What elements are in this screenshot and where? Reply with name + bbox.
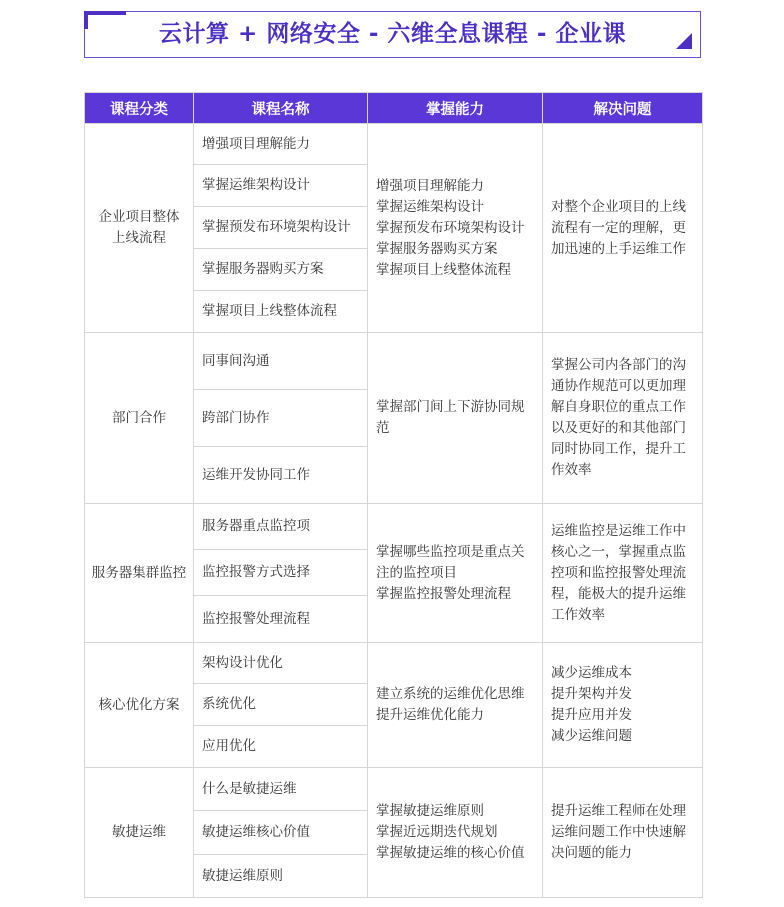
solve-line: 减少运维成本 [551, 665, 632, 681]
header-course-name: 课程名称 [194, 93, 368, 124]
category-cell: 服务器集群监控 [85, 504, 194, 643]
category-cell: 部门合作 [85, 333, 194, 504]
course-table [84, 92, 703, 898]
solve-line: 提升应用并发 [551, 707, 632, 723]
ability-line: 掌握敏捷运维的核心价值 [376, 845, 525, 861]
header-solve: 解决问题 [543, 93, 703, 124]
title-banner [84, 11, 701, 58]
solve-cell: 提升运维工程师在处理运维问题工作中快速解决问题的能力 [543, 768, 703, 898]
solve-cell [543, 643, 703, 768]
ability-line: 掌握项目上线整体流程 [376, 261, 511, 278]
corner-triangle-icon [676, 33, 692, 49]
ability-line: 掌握部门间上下游协同规范 [376, 399, 525, 436]
header-ability: 掌握能力 [368, 93, 543, 124]
category-cell: 敏捷运维 [85, 768, 194, 898]
course-cell: 监控报警方式选择 [194, 550, 368, 596]
ability-line: 掌握哪些监控项是重点关注的监控项目 [376, 543, 525, 581]
course-cell: 监控报警处理流程 [194, 596, 368, 643]
ability-line: 提升运维优化能力 [376, 707, 484, 723]
course-cell: 增强项目理解能力 [194, 124, 368, 165]
course-cell: 什么是敏捷运维 [194, 768, 368, 811]
course-cell: 敏捷运维核心价值 [194, 811, 368, 855]
table-row [85, 768, 703, 811]
course-cell: 掌握项目上线整体流程 [194, 291, 368, 333]
table-header-row [85, 93, 703, 124]
solve-cell: 对整个企业项目的上线流程有一定的理解，更加迅速的上手运维工作 [543, 124, 703, 333]
ability-cell [368, 504, 543, 643]
table-row [85, 333, 703, 390]
category-cell [85, 124, 194, 333]
course-cell: 服务器重点监控项 [194, 504, 368, 550]
solve-cell: 运维监控是运维工作中核心之一，掌握重点监控项和监控报警处理流程，能极大的提升运维工作效率 [543, 504, 703, 643]
course-cell: 掌握服务器购买方案 [194, 249, 368, 291]
table-row [85, 124, 703, 165]
ability-line: 掌握近远期迭代规划 [376, 824, 498, 840]
ability-line: 掌握运维架构设计 [376, 198, 484, 215]
ability-line: 掌握预发布环境架构设计 [376, 219, 525, 236]
course-cell: 跨部门协作 [194, 390, 368, 447]
course-cell: 同事间沟通 [194, 333, 368, 390]
ability-cell [368, 124, 543, 333]
ability-cell [368, 643, 543, 768]
ability-line: 建立系统的运维优化思维 [376, 686, 525, 702]
course-cell: 应用优化 [194, 726, 368, 768]
ability-line: 掌握敏捷运维原则 [376, 803, 484, 819]
ability-line: 增强项目理解能力 [376, 177, 484, 194]
category-cell: 核心优化方案 [85, 643, 194, 768]
solve-line: 提升架构并发 [551, 686, 632, 702]
solve-line: 减少运维问题 [551, 728, 632, 744]
ability-cell [368, 768, 543, 898]
course-cell: 架构设计优化 [194, 643, 368, 684]
table-row [85, 643, 703, 684]
course-cell: 运维开发协同工作 [194, 447, 368, 504]
ability-cell [368, 333, 543, 504]
table-row [85, 504, 703, 550]
header-category: 课程分类 [85, 93, 194, 124]
ability-line: 掌握服务器购买方案 [376, 240, 498, 257]
ability-line: 掌握监控报警处理流程 [376, 585, 511, 602]
course-cell: 敏捷运维原则 [194, 855, 368, 898]
page-title: 云计算 + 网络安全 - 六维全息课程 - 企业课 [159, 21, 626, 47]
category-label: 企业项目整体上线流程 [98, 209, 180, 246]
course-cell: 系统优化 [194, 684, 368, 726]
course-cell: 掌握预发布环境架构设计 [194, 207, 368, 249]
solve-cell: 掌握公司内各部门的沟通协作规范可以更加理解自身职位的重点工作以及更好的和其他部门同时协同工作，提升工作效率 [543, 333, 703, 504]
course-cell: 掌握运维架构设计 [194, 165, 368, 207]
